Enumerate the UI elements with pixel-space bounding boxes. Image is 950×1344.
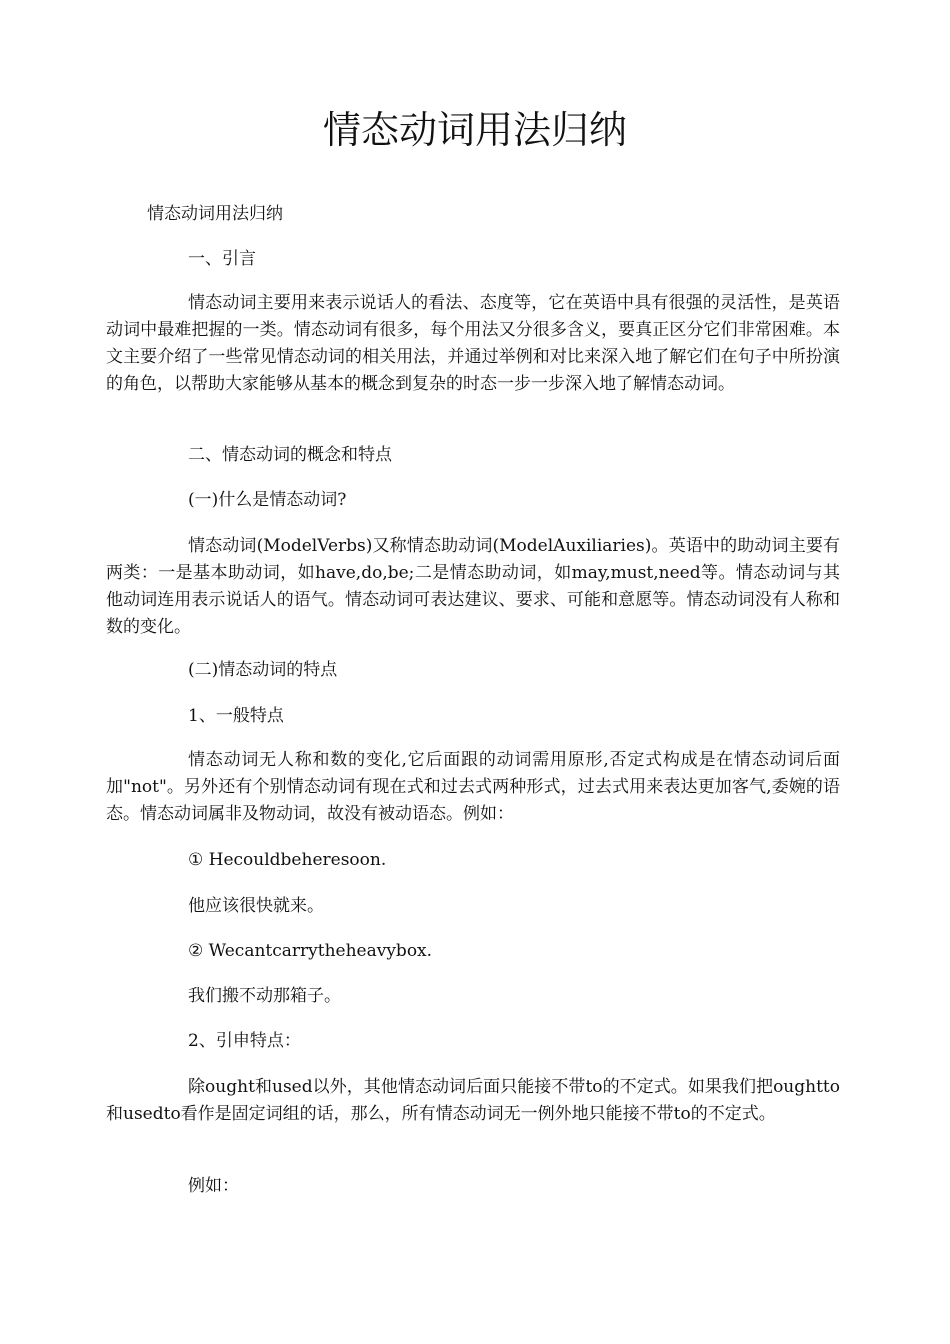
point1-paragraph: 情态动词无人称和数的变化,它后面跟的动词需用原形,否定式构成是在情态动词后面加"not"。另外还有个别情态动词有现在式和过去式两种形式，过去式用来表达更加客气,委婉的语态。情态动词属非及物动词，故没有被动语态。例如： bbox=[106, 750, 840, 824]
example-label: 例如： bbox=[188, 1176, 239, 1196]
example2-sentence: ② Wecantcarrytheheavybox. bbox=[188, 941, 433, 961]
example2-translation: 我们搬不动那箱子。 bbox=[188, 986, 341, 1006]
document-subtitle: 情态动词用法归纳 bbox=[147, 204, 283, 224]
intro-paragraph: 情态动词主要用来表示说话人的看法、态度等，它在英语中具有很强的灵活性，是英语动词中最难把握的一类。情态动词有很多，每个用法又分很多含义，要真正区分它们非常困难。本文主要介绍了一些常见情态动词的相关用法，并通过举例和对比来深入地了解它们在句子中所扮演的角色，以帮助大家能够从基本的概念到复杂的时态一步一步深入地了解情态动词。 bbox=[106, 293, 840, 394]
subsection1-heading: (一)什么是情态动词? bbox=[188, 490, 347, 510]
subsection2-heading: (二)情态动词的特点 bbox=[188, 660, 338, 680]
point2-paragraph: 除ought和used以外，其他情态动词后面只能接不带to的不定式。如果我们把oughtto和usedto看作是固定词组的话，那么，所有情态动词无一例外地只能接不带to的不定式。 bbox=[106, 1077, 840, 1124]
section1-heading: 一、引言 bbox=[188, 249, 256, 269]
document-title: 情态动词用法归纳 bbox=[322, 108, 627, 152]
definition-paragraph: 情态动词(ModelVerbs)又称情态助动词(ModelAuxiliaries)。英语中的助动词主要有两类：一是基本助动词，如have,do,be;二是情态助动词，如may,must,need等。情态动词与其他动词连用表示说话人的语气。情态动词可表达建议、要求、可能和意愿等。情态动词没有人称和数的变化。 bbox=[106, 536, 840, 637]
point1-heading: 1、一般特点 bbox=[188, 706, 284, 726]
example1-translation: 他应该很快就来。 bbox=[188, 896, 324, 916]
example1-sentence: ① Hecouldbeheresoon. bbox=[188, 850, 387, 870]
point2-heading: 2、引申特点： bbox=[188, 1031, 301, 1051]
section2-heading: 二、情态动词的概念和特点 bbox=[188, 445, 392, 465]
